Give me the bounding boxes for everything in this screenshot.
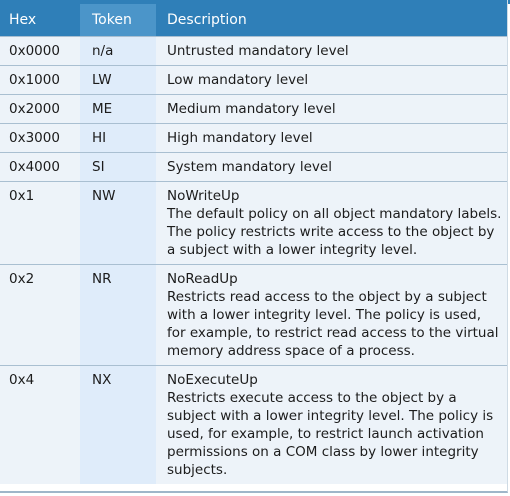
token-cell: SI: [80, 153, 156, 182]
hex-cell: 0x2000: [0, 95, 80, 124]
token-cell: NX: [80, 366, 156, 485]
token-cell: HI: [80, 124, 156, 153]
description-body: Restricts read access to the object by a subject with a lower integrity level. The policy is used, for example, to restrict read access to the virtual memory address space of a process.: [167, 289, 499, 359]
hex-cell: 0x3000: [0, 124, 80, 153]
description-title: Low mandatory level: [167, 72, 309, 88]
token-cell: NW: [80, 182, 156, 265]
token-cell: n/a: [80, 37, 156, 66]
token-cell: ME: [80, 95, 156, 124]
description-title: System mandatory level: [167, 159, 332, 175]
column-header-description: Description: [156, 4, 508, 37]
hex-cell: 0x1000: [0, 66, 80, 95]
token-cell: NR: [80, 265, 156, 366]
description-title: NoWriteUp: [167, 188, 240, 204]
column-header-token: Token: [80, 4, 156, 37]
description-title: NoReadUp: [167, 271, 238, 287]
description-title: Untrusted mandatory level: [167, 43, 349, 59]
description-body: Restricts execute access to the object by a subject with a lower integrity level. The policy is used, for example, to restrict launch activation permissions on a COM class by lower integrity subjects.: [167, 390, 494, 478]
description-title: NoExecuteUp: [167, 372, 258, 388]
hex-cell: 0x4000: [0, 153, 80, 182]
hex-cell: 0x1: [0, 182, 80, 265]
token-cell: LW: [80, 66, 156, 95]
description-body: The default policy on all object mandatory labels. The policy restricts write access to the object by a subject with a lower integrity level.: [167, 206, 502, 258]
hex-cell: 0x0000: [0, 37, 80, 66]
hex-cell: 0x4: [0, 366, 80, 485]
description-title: High mandatory level: [167, 130, 313, 146]
hex-cell: 0x2: [0, 265, 80, 366]
description-title: Medium mandatory level: [167, 101, 336, 117]
column-header-hex: Hex: [0, 4, 80, 37]
